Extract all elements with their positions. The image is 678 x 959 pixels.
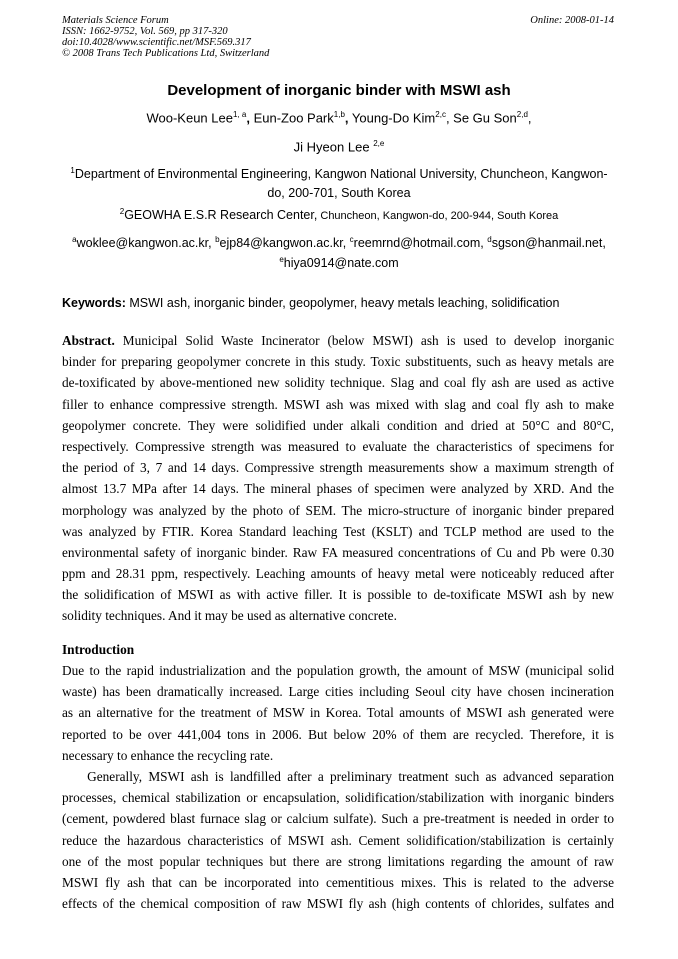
author-line-2	[0, 139, 678, 154]
affiliation-1	[62, 166, 616, 181]
online-date: Online: 2008-01-14	[530, 15, 614, 26]
email-a: woklee@kangwon.ac.kr,	[76, 236, 216, 251]
journal-header	[62, 15, 269, 59]
abstract-line: filler to enhance compressive strength. MSWI ash was mixed with slag and coal fly ash to make	[62, 396, 614, 412]
abstract-line: solidity techniques. And it may be used as alternative concrete.	[62, 608, 397, 624]
affiliation-address: Chuncheon, Kangwon-do, 200-944, South Korea	[317, 210, 559, 223]
affiliation-sup: 1	[70, 166, 75, 175]
affiliation-2	[62, 207, 616, 222]
author-sup: 1, a	[232, 110, 247, 119]
abstract-line: de-toxificated by above-mentioned new solidity technique. Slag and coal fly ash are used as active	[62, 375, 614, 391]
intro-line: Due to the rapid industrialization and the population growth, the amount of MSW (municipal solid	[62, 663, 614, 678]
keywords-label: Keywords:	[62, 296, 126, 310]
author-sup: 2,d	[516, 110, 528, 119]
intro-line: reduce the hazardous characteristics of MSWI ash. Cement solidification/stabilization is certainly	[62, 832, 614, 848]
author-name: Se Gu Son	[453, 110, 517, 126]
email-b: ejp84@kangwon.ac.kr,	[219, 236, 350, 251]
abstract-line: respectively. Compressive strength was measured to evaluate the characteristics of specimens for	[62, 438, 614, 454]
email-sup: a	[72, 235, 77, 244]
affiliation-1-cont: do, 200-701, South Korea	[267, 186, 411, 200]
email-e: hiya0914@nate.com	[283, 256, 399, 271]
author-sup: 2,c	[435, 110, 446, 119]
abstract-line: environmental safety of inorganic binder. Raw FA measured concentrations of Cu and Pb were 0.30	[62, 544, 614, 560]
affiliation-text: Department of Environmental Engineering, Kangwon National University, Chuncheon, Kangwon-	[74, 167, 608, 182]
intro-line: MSWI fly ash that can be incorporated into cementitious mixes. This is related to the adverse	[62, 874, 614, 890]
email-sup: b	[215, 235, 220, 244]
intro-line: reported to be over 441,004 tons in 2006. But below 20% of them are recycled. Therefore, it is	[62, 726, 614, 742]
author-line-1: Woo-Keun Lee$^{1, a}$, Eun-Zoo Park$^{1,b}$, Young-Do Kim$^{2,c}$, Se Gu Son$^{2,d}$,	[146, 110, 532, 126]
keywords-text: MSWI ash, inorganic binder, geopolymer, heavy metals leaching, solidification	[125, 296, 560, 310]
intro-line: one of the most popular techniques but there are strong limitations regarding the amount of raw	[62, 853, 614, 869]
abstract-line: ppm and 28.31 ppm, respectively. Leaching amounts of heavy metal were noticeably reduced after	[62, 566, 614, 582]
intro-line: processes, chemical stabilization or encapsulation, solidification/stabilization with inorganic binders	[62, 790, 614, 806]
abstract-line: was analyzed by FTIR. Korea Standard leaching Test (KSLT) and TCLP method are used to the	[62, 523, 614, 539]
abstract-line: morphology was analyzed by the photo of SEM. The micro-structure of inorganic binder prepared	[62, 502, 614, 518]
intro-line: necessary to enhance the recycling rate.	[62, 747, 274, 763]
author-sup: 1,b	[333, 110, 345, 119]
intro-line: waste) has been dramatically increased. Large cities including Seoul city have chosen incineration	[62, 684, 614, 700]
email-line-1	[62, 235, 616, 250]
author-name: Woo-Keun Lee	[146, 110, 233, 126]
author-name: Ji Hyeon Lee	[293, 139, 370, 155]
doi-line: doi:10.4028/www.scientific.net/MSF.569.317	[62, 37, 251, 48]
email-sup: d	[487, 235, 492, 244]
introduction-paragraph-1	[62, 660, 614, 766]
journal-name: Materials Science Forum	[62, 15, 169, 26]
abstract-line: almost 13.7 MPa after 14 days. The mineral phases of specimen were analyzed by XRD. And the	[62, 481, 614, 497]
keywords	[62, 296, 616, 310]
paper-title: Development of inorganic binder with MSWI ash	[167, 82, 511, 99]
abstract-line: binder for preparing geopolymer concrete in this study. Toxic substituents, such as heavy metals are	[62, 354, 614, 370]
intro-line: as an alternative for the treatment of MSW in Korea. Total amounts of MSWI ash generated were	[62, 705, 614, 721]
email-d: sgson@hanmail.net,	[491, 236, 606, 251]
abstract-text: Municipal Solid Waste Incinerator (below MSWI) ash is used to develop inorganic	[114, 333, 614, 348]
affiliation-name: GEOWHA E.S.R Research Center,	[124, 208, 318, 223]
email-c: reemrnd@hotmail.com,	[353, 236, 488, 251]
author-name: Eun-Zoo Park	[253, 110, 334, 126]
intro-line: Generally, MSWI ash is landfilled after a preliminary treatment such as advanced separation	[62, 769, 614, 784]
affiliation-sup: 2	[119, 207, 125, 216]
abstract-line: geopolymer concrete. They were solidified under alkali condition and dried at 50°C and 80°C,	[62, 417, 614, 433]
email-sup: c	[349, 235, 354, 244]
issn-line: ISSN: 1662-9752, Vol. 569, pp 317-320	[62, 26, 228, 37]
section-heading-introduction: Introduction	[62, 642, 135, 657]
abstract-line: the period of 3, 7 and 14 days. Compressive strength measurements show a maximum strength of	[62, 460, 614, 476]
abstract	[62, 330, 614, 627]
intro-line: effects of the chemical composition of raw MSWI fly ash (high contents of chlorides, sulfates and	[62, 896, 614, 912]
abstract-line	[62, 330, 614, 351]
copyright-line: © 2008 Trans Tech Publications Ltd, Switzerland	[62, 48, 270, 59]
email-line-2	[62, 255, 616, 270]
author-sup: 2,e	[373, 139, 385, 148]
abstract-label: Abstract.	[62, 333, 115, 348]
intro-line: (cement, powdered blast furnace slag or calcium sulfate). Such a pre-treatment is needed in order to	[62, 811, 614, 827]
author-name: Young-Do Kim	[351, 110, 436, 126]
introduction-paragraph-2	[62, 766, 614, 914]
abstract-line: the solidification of MSWI as with active filler. It is possible to de-toxificate MSWI ash by new	[62, 587, 614, 603]
email-sup: e	[279, 255, 284, 264]
